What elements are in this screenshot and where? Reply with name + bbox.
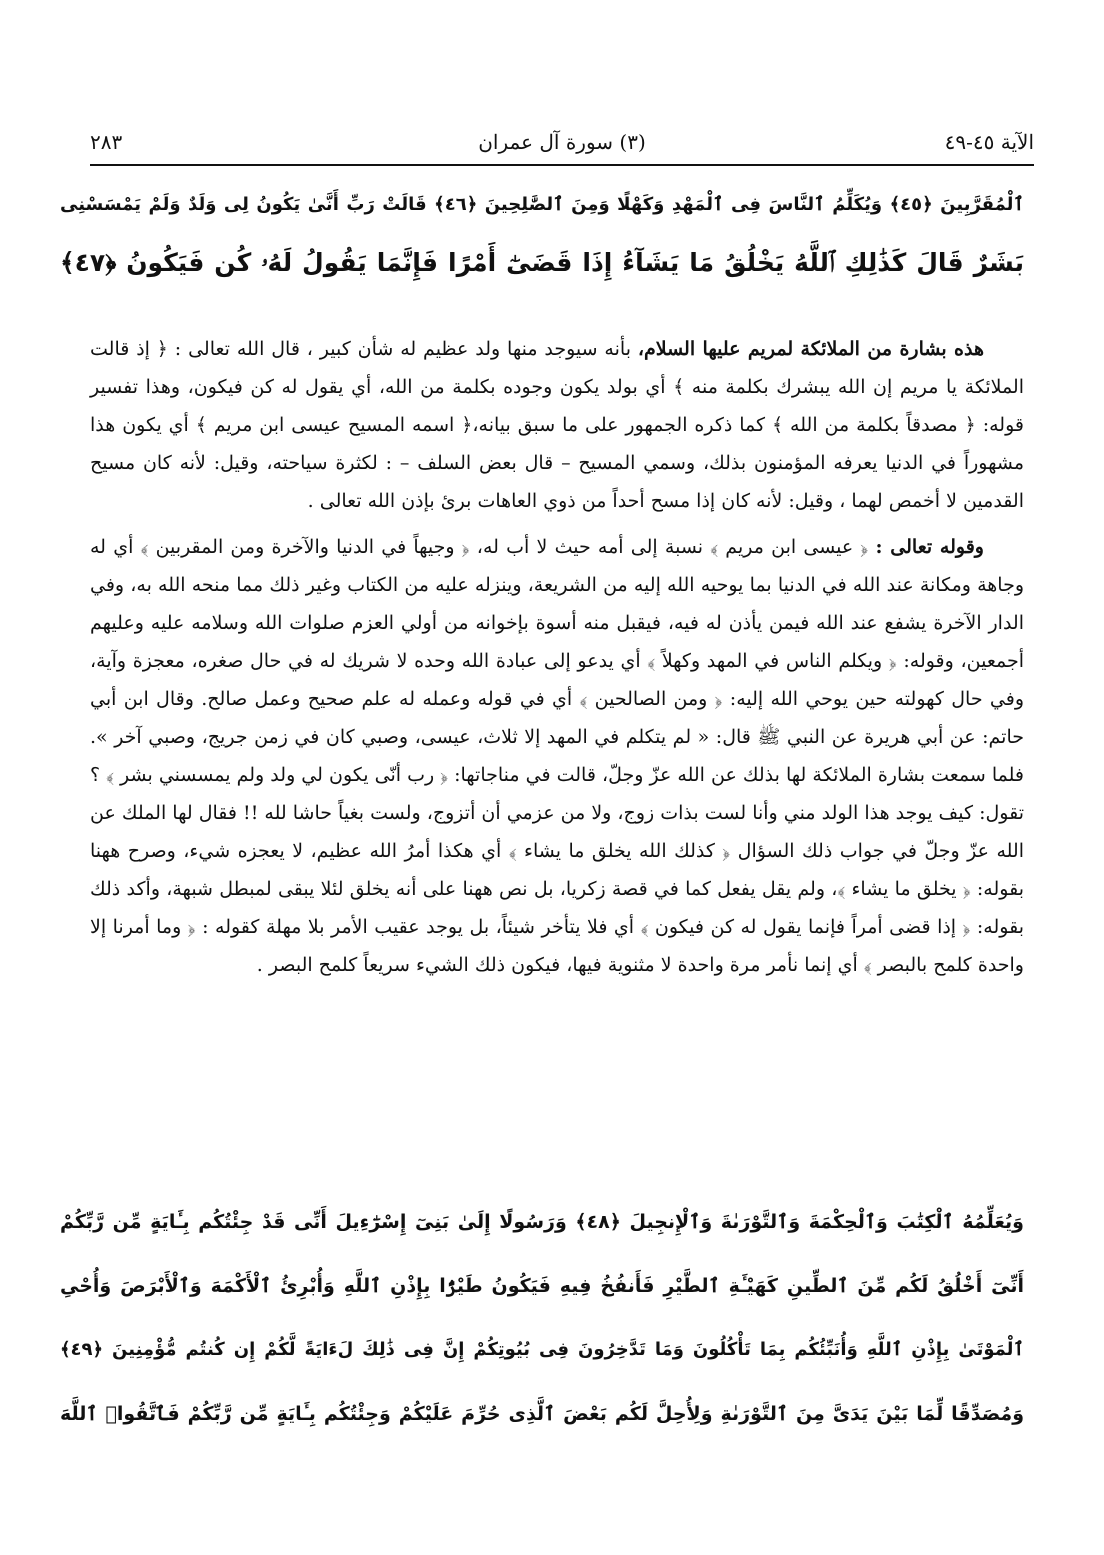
ayah-line: أَنِّىٓ أَخْلُقُ لَكُم مِّنَ ٱلطِّينِ كَهَيْـَٔةِ ٱلطَّيْرِ فَأَنفُخُ فِيهِ فَيَكُونُ طَيْرًۢا بِإِذْنِ ٱللَّهِ وَأُبْرِئُ ٱلْأَكْمَهَ وَٱلْأَبْرَصَ وَأُحْىِ (60, 1275, 1024, 1297)
verse-range: الآية ٤٥-٤٩ (944, 130, 1034, 154)
ayah-line: وَمُصَدِّقًا لِّمَا بَيْنَ يَدَىَّ مِنَ ٱلتَّوْرَىٰةِ وَلِأُحِلَّ لَكُم بَعْضَ ٱلَّذِى حُرِّمَ عَلَيْكُمْ وَجِئْتُكُم بِـَٔايَةٍ مِّن رَّبِّكُمْ فَٱتَّقُوا۟ ٱللَّهَ (60, 1403, 1024, 1425)
paragraph-body: بأنه سيوجد منها ولد عظيم له شأن كبير ، قال الله تعالى : ﴿ إذ قالت الملائكة يا مريم إن الله يبشرك بكلمة منه ﴾ أي بولد يكون وجوده بكلمة من الله، أي يقول له كن فيكون، وهذا تفسير قوله: ﴿ مصدقاً بكلمة من الله ﴾ كما ذكره الجمهور على ما سبق بيانه،﴿ اسمه المسيح عيسى ابن مريم ﴾ أي يكون هذا مشهوراً في الدنيا يعرفه المؤمنون بذلك، وسمي المسيح – قال بعض السلف – : لكثرة سياحته، وقيل: لأنه كان مسيح القدمين لا أخمص لهما ، وقيل: لأنه كان إذا مسح أحداً من ذوي العاهات برئ بإذن الله تعالى . (90, 338, 1024, 512)
tafsir-text (90, 330, 1024, 992)
ayah-line: ٱلْمَوْتَىٰ بِإِذْنِ ٱللَّهِ وَأُنَبِّئُكُم بِمَا تَأْكُلُونَ وَمَا تَدَّخِرُونَ فِى بُيُوتِكُمْ إِنَّ فِى ذَٰلِكَ لَءَايَةً لَّكُمْ إِن كُنتُم مُّؤْمِنِينَ ﴿٤٩﴾ (60, 1339, 1024, 1360)
paragraph-lead: هذه بشارة من الملائكة لمريم عليها السلام، (637, 338, 984, 360)
ayah-block-bottom (60, 1190, 1024, 1446)
header-rule (90, 164, 1034, 166)
paragraph-body: ﴿ عيسى ابن مريم ﴾ نسبة إلى أمه حيث لا أب له، ﴿ وجيهاً في الدنيا والآخرة ومن المقربين ﴾ أي له وجاهة ومكانة عند الله في الدنيا بما يوحيه الله إليه من الشريعة، وينزله عليه من الكتاب وغير ذلك مما منحه الله به، وفي الدار الآخرة يشفع عند الله فيمن يأذن له فيه، فيقبل منه أسوة بإخوانه من أولي العزم صلوات الله وسلامه عليه وعليهم أجمعين، وقوله: ﴿ ويكلم الناس في المهد وكهلاً ﴾ أي يدعو إلى عبادة الله وحده لا شريك له في حال صغره، معجزة وآية، وفي حال كهولته حين يوحي الله إليه: ﴿ ومن الصالحين ﴾ أي في قوله وعمله له علم صحيح وعمل صالح. وقال ابن أبي حاتم: عن أبي هريرة عن النبي ﷺ قال: « لم يتكلم في المهد إلا ثلاث، عيسى، وصبي كان في زمن جريج، وصبي آخر ». فلما سمعت بشارة الملائكة لها بذلك عن الله عزّ وجلّ، قالت في مناجاتها: ﴿ رب أنّى يكون لي ولد ولم يمسسني بشر ﴾ ؟ تقول: كيف يوجد هذا الولد مني وأنا لست بذات زوج، ولا من عزمي أن أتزوج، ولست بغياً حاشا لله !! فقال لها الملك عن الله عزّ وجلّ في جواب ذلك السؤال ﴿ كذلك الله يخلق ما يشاء ﴾ أي هكذا أمرُ الله عظيم، لا يعجزه شيء، وصرح ههنا بقوله: ﴿ يخلق ما يشاء ﴾، ولم يقل يفعل كما في قصة زكريا، بل نص ههنا على أنه يخلق لئلا يبقى لمبطل شبهة، وأكد ذلك بقوله: ﴿ إذا قضى أمراً فإنما يقول له كن فيكون ﴾ أي فلا يتأخر شيئاً، بل يوجد عقيب الأمر بلا مهلة كقوله : ﴿ وما أمرنا إلا واحدة كلمح بالبصر ﴾ أي إنما نأمر مرة واحدة لا مثنوية فيها، فيكون ذلك الشيء سريعاً كلمح البصر . (90, 536, 1024, 976)
tafsir-paragraph (90, 330, 1024, 520)
page-number: ٢٨٣ (90, 130, 123, 154)
surah-title: (٣) سورة آل عمران (478, 130, 646, 154)
ayah-block-top (60, 176, 1024, 292)
tafsir-paragraph (90, 528, 1024, 984)
paragraph-lead: وقوله تعالى : (875, 536, 984, 558)
page-header (90, 126, 1034, 162)
ayah-line: بَشَرٌ قَالَ كَذَٰلِكِ ٱللَّهُ يَخْلُقُ مَا يَشَآءُ إِذَا قَضَىٰٓ أَمْرًا فَإِنَّمَا يَقُولُ لَهُۥ كُن فَيَكُونُ ﴿٤٧﴾ (60, 248, 1024, 277)
ayah-line: وَيُعَلِّمُهُ ٱلْكِتَٰبَ وَٱلْحِكْمَةَ وَٱلتَّوْرَىٰةَ وَٱلْإِنجِيلَ ﴿٤٨﴾ وَرَسُولًا إِلَىٰ بَنِىٓ إِسْرَٰٓءِيلَ أَنِّى قَدْ جِئْتُكُم بِـَٔايَةٍ مِّن رَّبِّكُمْ (60, 1211, 1024, 1233)
ayah-line: ٱلْمُقَرَّبِينَ ﴿٤٥﴾ وَيُكَلِّمُ ٱلنَّاسَ فِى ٱلْمَهْدِ وَكَهْلًا وَمِنَ ٱلصَّٰلِحِينَ ﴿٤٦﴾ قَالَتْ رَبِّ أَنَّىٰ يَكُونُ لِى وَلَدٌ وَلَمْ يَمْسَسْنِى (60, 194, 1024, 215)
